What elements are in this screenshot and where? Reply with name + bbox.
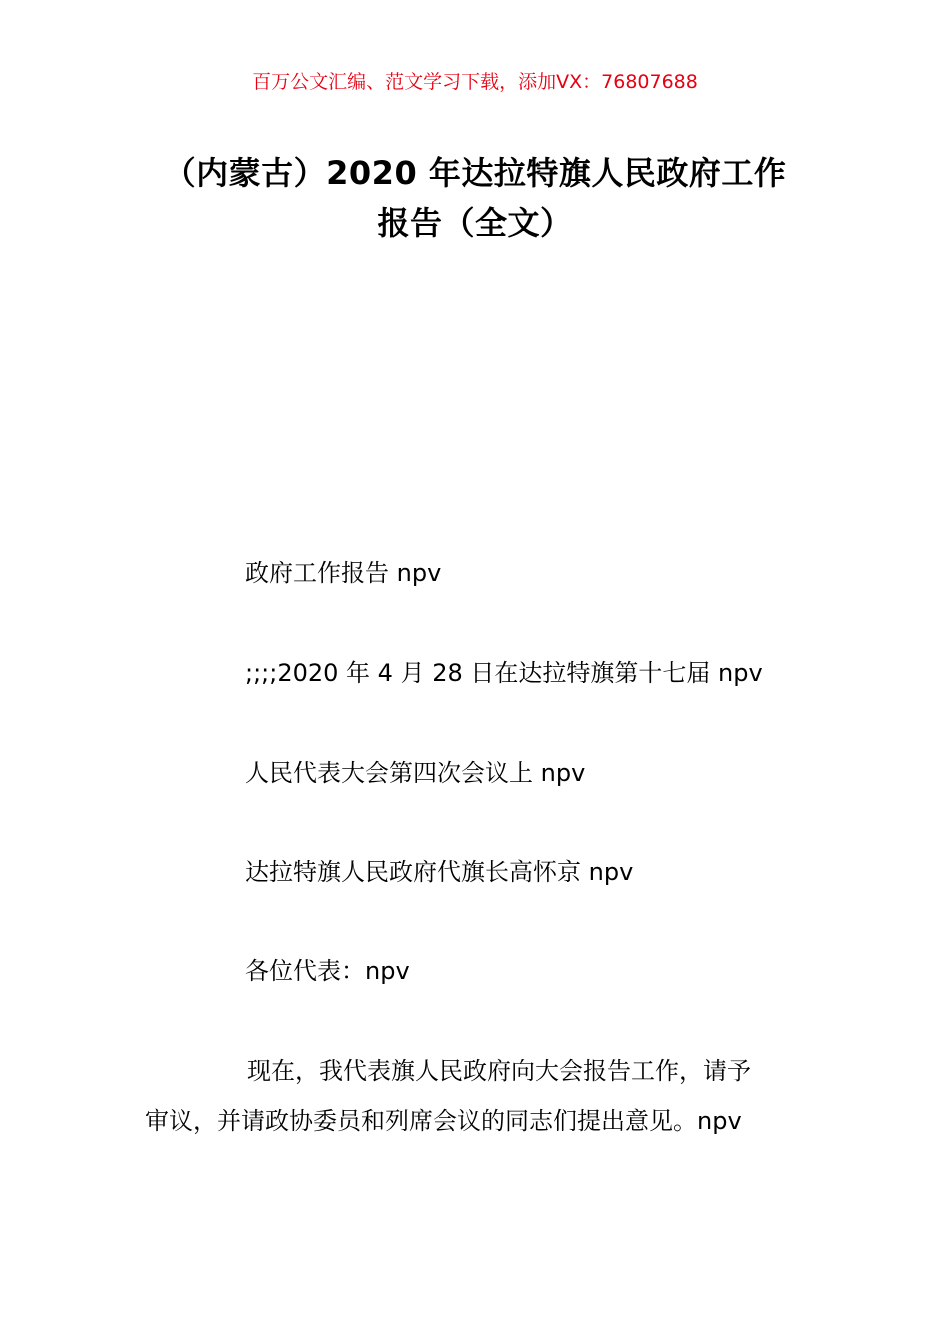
- document-title: [120, 148, 830, 248]
- paragraph-line-2: 审议，并请政协委员和列席会议的同志们提出意见。npv: [145, 1107, 742, 1135]
- body-line-speaker: 达拉特旗人民政府代旗长高怀京 npv: [245, 858, 634, 886]
- opening-paragraph: [145, 1046, 810, 1146]
- body-line-report-heading: 政府工作报告 npv: [245, 559, 442, 587]
- body-line-date-session: ;;;;2020 年 4 月 28 日在达拉特旗第十七届 npv: [245, 659, 763, 687]
- title-line-1: （内蒙古）2020 年达拉特旗人民政府工作: [163, 154, 787, 192]
- body-line-congress-meeting: 人民代表大会第四次会议上 npv: [245, 759, 586, 787]
- body-line-salutation: 各位代表：npv: [245, 957, 410, 985]
- title-line-2: 报告（全文）: [377, 204, 573, 242]
- paragraph-line-1: 现在，我代表旗人民政府向大会报告工作，请予: [247, 1057, 751, 1085]
- header-watermark-note: 百万公文汇编、范文学习下载，添加VX：76807688: [252, 71, 698, 93]
